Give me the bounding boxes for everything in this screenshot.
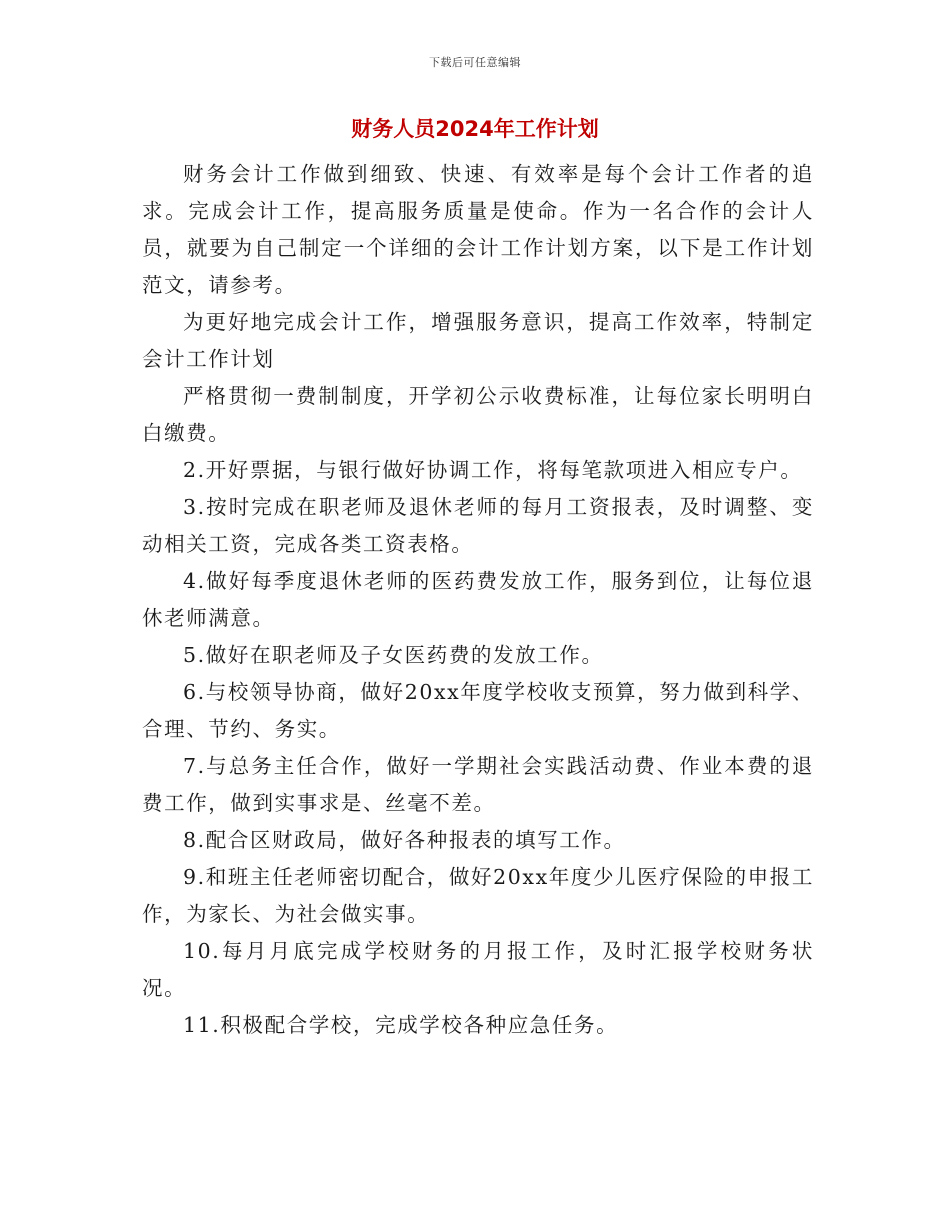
paragraph-item-4: 4.做好每季度退休老师的医药费发放工作，服务到位，让每位退休老师满意。: [142, 569, 814, 630]
paragraph-item-7: 7.与总务主任合作，做好一学期社会实践活动费、作业本费的退费工作，做到实事求是、丝毫不差。: [142, 754, 814, 815]
paragraph-item-1: 严格贯彻一费制制度，开学初公示收费标准，让每位家长明明白白缴费。: [142, 384, 814, 445]
paragraph-intro: 财务会计工作做到细致、快速、有效率是每个会计工作者的追求。完成会计工作，提高服务质量是使命。作为一名合作的会计人员，就要为自己制定一个详细的会计工作计划方案，以下是工作计划范文，请参考。: [142, 162, 814, 297]
paragraph-item-10: 10.每月月底完成学校财务的月报工作，及时汇报学校财务状况。: [142, 939, 814, 1000]
paragraph-item-2: 2.开好票据，与银行做好协调工作，将每笔款项进入相应专户。: [183, 458, 803, 482]
paragraph-item-6: 6.与校领导协商，做好20xx年度学校收支预算，努力做到科学、合理、节约、务实。: [142, 680, 814, 741]
document-title: 财务人员2024年工作计划: [351, 117, 599, 141]
document-body: [142, 156, 814, 1044]
paragraph-item-9: 9.和班主任老师密切配合，做好20xx年度少儿医疗保险的申报工作，为家长、为社会做实事。: [142, 865, 814, 926]
paragraph-item-11: 11.积极配合学校，完成学校各种应急任务。: [183, 1013, 619, 1037]
paragraph-item-5: 5.做好在职老师及子女医药费的发放工作。: [183, 643, 604, 667]
paragraph-purpose: 为更好地完成会计工作，增强服务意识，提高工作效率，特制定会计工作计划: [142, 310, 814, 371]
header-note: 下载后可任意编辑: [429, 56, 521, 69]
paragraph-item-8: 8.配合区财政局，做好各种报表的填写工作。: [183, 828, 626, 852]
paragraph-item-3: 3.按时完成在职老师及退休老师的每月工资报表，及时调整、变动相关工资，完成各类工资表格。: [142, 495, 814, 556]
